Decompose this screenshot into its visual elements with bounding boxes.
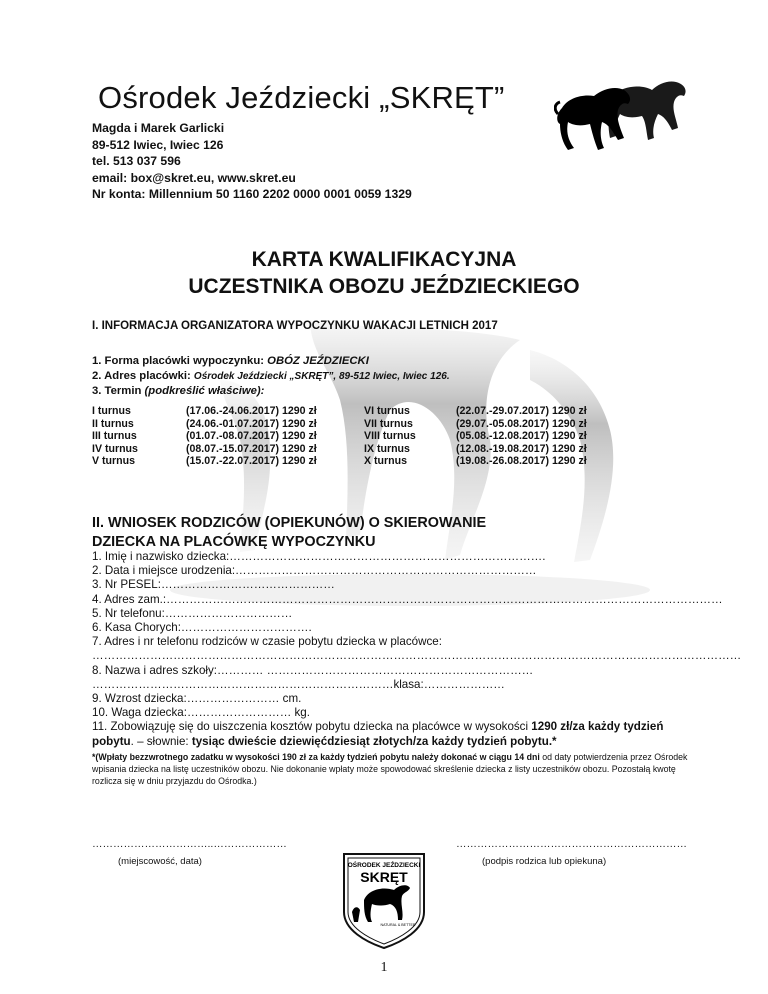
turnus-name: X turnus [364,455,407,468]
section2-title-line1: II. WNIOSEK RODZICÓW (OPIEKUNÓW) O SKIEROWANIE [92,515,487,531]
info-term-row [92,384,450,399]
turnus-name: VI turnus [364,405,410,417]
turnus-dates: (01.07.-08.07.2017) 1290 zł [186,430,317,443]
organizer-info [92,354,450,399]
running-horses-logo [554,74,692,158]
turnus-row[interactable] [364,455,587,468]
turnus-dates: (12.08.-19.08.2017) 1290 zł [456,442,587,455]
form-heading-line2: UCZESTNIKA OBOZU JEŹDZIECKIEGO [188,275,580,298]
contact-bank-account: Nr konta: Millennium 50 1160 2202 0000 0001 0059 1329 [92,187,412,201]
place-date-line[interactable]: ……………………………..………………… [92,838,287,850]
turnus-row[interactable] [92,430,317,443]
badge-name: SKRĘT [360,869,408,885]
turnus-dates: (24.06.-01.07.2017) 1290 zł [186,417,317,430]
contact-postal-address: 89-512 Iwiec, Iwiec 126 [92,137,224,152]
turnus-name: III turnus [92,430,137,443]
school-field[interactable]: 8. Nazwa i adres szkoły:………… …………………………………………………………… [92,663,534,677]
turnus-dates: (15.07.-22.07.2017) 1290 zł [186,455,317,468]
info-address-row [92,369,450,385]
page-number: 1 [380,960,388,975]
turnus-dates: (22.07.-29.07.2017) 1290 zł [456,405,587,417]
info-term-label: 3. Termin [92,385,142,398]
payment-text: 11. Zobowiązuję się do uiszczenia kosztów pobytu dziecka na placówce w wysokości [92,720,529,734]
address-field[interactable]: 4. Adres zam.:……………………………………………………………………………………………………………………………… [92,592,723,606]
info-form-value: OBÓZ JEŹDZIECKI [267,355,369,367]
turnus-dates: (17.06.-24.06.2017) 1290 zł [186,405,317,417]
parent-signature [456,838,687,867]
child-name-field[interactable]: 1. Imię i nazwisko dziecka:………………………………………………………………………. [92,550,546,563]
deposit-note-rest: od daty potwierdzenia przez Ośrodek wpisania dziecka na listę uczestników obozu. Nie dokonanie wpłaty może spowodować skreślenie dziecka z listy uczestników obozu. Pozostałą kwotę rozlicza się w dniu przyjazdu do Ośrodka.) [92,751,688,786]
health-fund-field[interactable]: 6. Kasa Chorych:……………………………. [92,621,312,635]
deposit-note-bold: *(Wpłaty bezzwrotnego zadatku w wysokości 190 zł za każdy tydzień pobytu należy dokonać w ciągu 14 dni [92,751,540,762]
phone-field[interactable]: 5. Nr telefonu:…………………………… [92,606,293,620]
turnus-dates: (05.08.-12.08.2017) 1290 zł [456,430,587,443]
turnus-name: II turnus [92,417,134,430]
turnus-list-left [92,405,317,468]
turnus-list-right [364,405,587,468]
turnus-name: VII turnus [364,417,413,430]
section1-title: I. INFORMACJA ORGANIZATORA WYPOCZYNKU WAKACJI LETNICH 2017 [92,320,498,332]
turnus-dates: (19.08.-26.08.2017) 1290 zł [456,455,587,468]
info-address-value: Ośrodek Jeździecki „SKRĘT”, 89-512 Iwiec, Iwiec 126. [193,370,450,382]
turnus-row[interactable] [92,455,317,468]
skret-badge-logo [338,850,430,950]
turnus-dates: (29.07.-05.08.2017) 1290 zł [456,417,587,430]
turnus-row[interactable] [92,405,317,418]
info-form-label: 1. Forma placówki wypoczynku: [92,355,265,367]
place-date-signature [92,838,287,867]
deposit-note [92,751,692,787]
payment-amount: 1290 zł/za każdy tydzień pobytu [92,720,664,748]
badge-top-text: OŚRODEK JEŹDZIECKI [347,862,421,869]
contact-phone: tel. 513 037 596 [92,154,181,168]
form-heading-line1: KARTA KWALIFIKACYJNA [251,248,517,271]
contact-email-website: email: box@skret.eu, www.skret.eu [92,170,296,185]
turnus-dates: (08.07.-15.07.2017) 1290 zł [186,442,317,455]
parent-signature-line[interactable]: ………………………………………………………… [456,838,687,850]
info-term-note: (podkreślić właściwe): [144,385,265,398]
turnus-name: V turnus [92,455,135,468]
turnus-row[interactable] [364,443,587,456]
place-date-label: (miejscowość, data) [118,856,202,867]
height-field[interactable]: 9. Wzrost dziecka:…………………… cm. [92,692,302,706]
birth-date-place-field[interactable]: 2. Data i miejsce urodzenia:…………………………………………………………………… [92,564,537,578]
parent-signature-label: (podpis rodzica lub opiekuna) [482,856,607,867]
section2-title-line2: DZIECKA NA PLACÓWKĘ WYPOCZYNKU [92,534,376,550]
parents-contact-field[interactable]: …………………………………………………………………………………………………………………………………………………… [92,649,742,663]
turnus-row[interactable] [364,430,587,443]
info-form-row [92,354,450,369]
parents-contact-label: 7. Adres i nr telefonu rodziców w czasie pobytu dziecka w placówce: [92,635,442,649]
contact-block [92,120,412,203]
turnus-name: VIII turnus [364,430,416,443]
form-heading [0,246,768,300]
payment-words: tysiąc dwieście dziewięćdziesiąt złotych/za każdy tydzień pobytu.* [191,734,557,748]
weight-field[interactable]: 10. Waga dziecka:……………………… kg. [92,706,310,720]
parent-request-form [92,550,742,787]
badge-bottom-text: NATURAL & BETTER [380,923,416,927]
turnus-name: IX turnus [364,442,410,455]
turnus-row[interactable] [364,405,587,418]
payment-commitment [92,720,692,748]
turnus-row[interactable] [92,418,317,431]
payment-words-label: . – słownie: [130,734,189,748]
school-class-field[interactable]: ……………………………………………………………………klasa:………………… [92,677,505,691]
organization-title: Ośrodek Jeździecki „SKRĘT” [98,80,505,115]
pesel-field[interactable]: 3. Nr PESEL:……………………………………… [92,578,335,592]
turnus-name: I turnus [92,405,131,417]
info-address-label: 2. Adres placówki: [92,369,191,382]
turnus-row[interactable] [364,418,587,431]
turnus-row[interactable] [92,443,317,456]
section2-title [92,514,486,552]
turnus-name: IV turnus [92,442,138,455]
contact-owners: Magda i Marek Garlicki [92,121,225,135]
